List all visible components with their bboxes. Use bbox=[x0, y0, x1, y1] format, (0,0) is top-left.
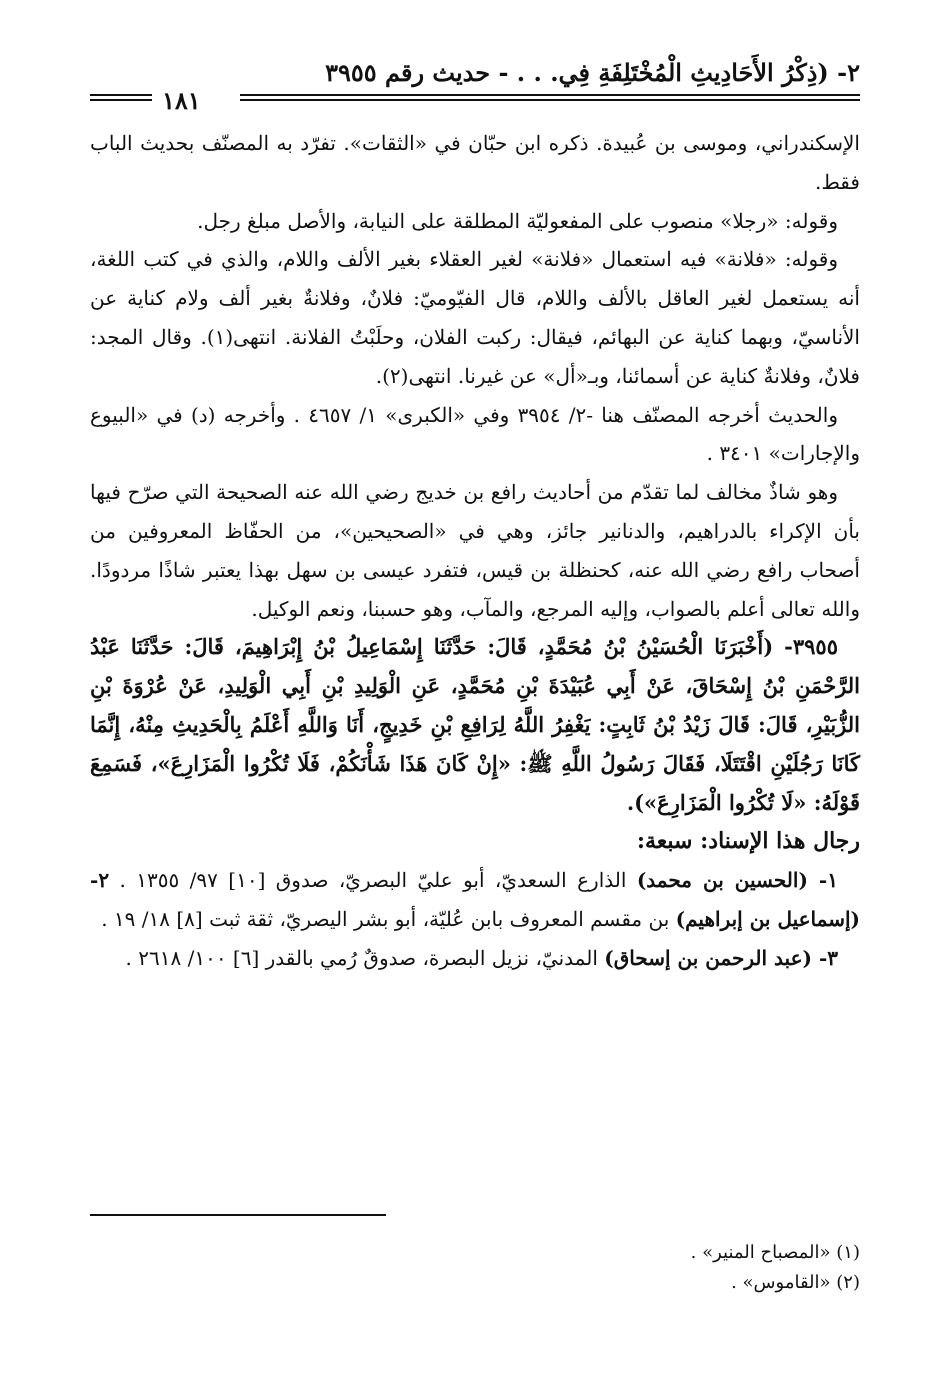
page-header bbox=[90, 48, 860, 115]
footnote-separator bbox=[90, 1214, 386, 1216]
header-rule bbox=[240, 94, 860, 101]
narrator-name: ١- (الحسين بن محمد) bbox=[636, 868, 838, 893]
narrator-name: ٣- (عبد الرحمن بن إسحاق) bbox=[604, 945, 838, 970]
footnote: (٢) «القاموس» . bbox=[731, 1272, 860, 1293]
paragraph: الإسكندراني، وموسى بن عُبيدة. ذكره ابن حبّان في «الثقات». تفرّد به المصنّف بحديث الباب فقط. bbox=[90, 131, 860, 194]
header-rule-short bbox=[90, 94, 152, 101]
footnotes bbox=[90, 1238, 860, 1298]
paragraph: وقوله: «فلانة» فيه استعمال «فلانة» لغير العقلاء بغير الألف واللام، والذي في كتب اللغة، أنه يستعمل لغير العاقل بالألف واللام، قال الفيّوميّ: فلانٌ، وفلانةٌ بغير ألف ولام كناية عن الأناسيّ، وبهما كناية عن البهائم، فيقال: ركبت الفلان، وحلَبْتُ الفلانة. انتهى(١). وقال المجد: فلانٌ، وفلانةٌ كناية عن أسمائنا، وبـ«أل» عن غيرنا. انتهى(٢). bbox=[90, 247, 860, 388]
footnote: (١) «المصباح المنير» . bbox=[690, 1242, 860, 1263]
running-title: ٢- (ذِكْرُ الأَحَادِيثِ الْمُخْتَلِفَةِ فِي. . . - حديث رقم ٣٩٥٥ bbox=[325, 58, 860, 87]
page bbox=[90, 48, 860, 1293]
main-text bbox=[90, 124, 860, 978]
section-heading: رجال هذا الإسناد: سبعة: bbox=[636, 828, 860, 855]
narrator-name: ٢- (إسماعيل بن إبراهيم) bbox=[90, 868, 860, 931]
hadith-text: ٣٩٥٥- (أَخْبَرَنَا الْحُسَيْنُ بْنُ مُحَمَّدٍ، قَالَ: حَدَّثَنَا إِسْمَاعِيلُ بْنُ إِبْرَاهِيمَ، قَالَ: حَدَّثَنَا عَبْدُ الرَّحْمَنِ بْنُ إِسْحَاقَ، عَنْ أَبِي عُبَيْدَةَ بْنِ مُحَمَّدٍ، عَنِ الْوَلِيدِ بْنِ أَبِي الْوَلِيدِ، عَنْ عُرْوَةَ بْنِ الزُّبَيْرِ، قَالَ: قَالَ زَيْدُ بْنُ ثَابِتٍ: يَغْفِرُ اللَّهُ لِرَافِعِ بْنِ خَدِيجٍ، أَنَا وَاللَّهِ أَعْلَمُ بِالْحَدِيثِ مِنْهُ، إِنَّمَا كَانَا رَجُلَيْنِ اقْتَتَلَا، فَقَالَ رَسُولُ اللَّهِ ﷺ: «إِنْ كَانَ هَذَا شَأْنَكُمْ، فَلَا تُكْرُوا الْمَزَارِعَ»، فَسَمِعَ قَوْلَهُ: «لَا تُكْرُوا الْمَزَارِعَ»). bbox=[90, 634, 860, 815]
narrator-details: بن مقسم المعروف بابن عُليّة، أبو بشر اليصريّ، ثقة ثبت [٨] ١٨/ ١٩ . bbox=[101, 906, 676, 931]
narrator-details: الذارع السعديّ، أبو عليّ البصريّ، صدوق [١٠] ٩٧/ ١٣٥٥ . bbox=[109, 868, 637, 893]
narrator-details: المدنيّ، نزيل البصرة، صدوقٌ رُمي بالقدر [٦] ١٠٠/ ٢٦١٨ . bbox=[125, 945, 605, 970]
paragraph: وقوله: «رجلا» منصوب على المفعوليّة المطلقة على النيابة، والأصل مبلغ رجل. bbox=[197, 208, 838, 233]
narrator-entry bbox=[90, 939, 860, 978]
narrator-entry bbox=[90, 861, 860, 939]
page-number: ١٨١ bbox=[162, 86, 201, 115]
paragraph: وهو شاذٌ مخالف لما تقدّم من أحاديث رافع بن خديج رضي الله عنه الصحيحة التي صرّح فيها بأن الإكراء بالدراهيم، والدنانير جائز، وهي في «الصحيحين»، من الحفّاظ المعروفين من أصحاب رافع رضي الله عنه، كحنظلة بن قيس، فتفرد عيسى بن سهل بهذا يعتبر شاذًا مردودًا. والله تعالى أعلم بالصواب، وإليه المرجع، والمآب، وهو حسبنا، ونعم الوكيل. bbox=[90, 480, 860, 621]
paragraph: والحديث أخرجه المصنّف هنا -٢/ ٣٩٥٤ وفي «الكبرى» ١/ ٤٦٥٧ . وأخرجه (د) في «البيوع والإجارات» ٣٤٠١ . bbox=[90, 402, 860, 466]
